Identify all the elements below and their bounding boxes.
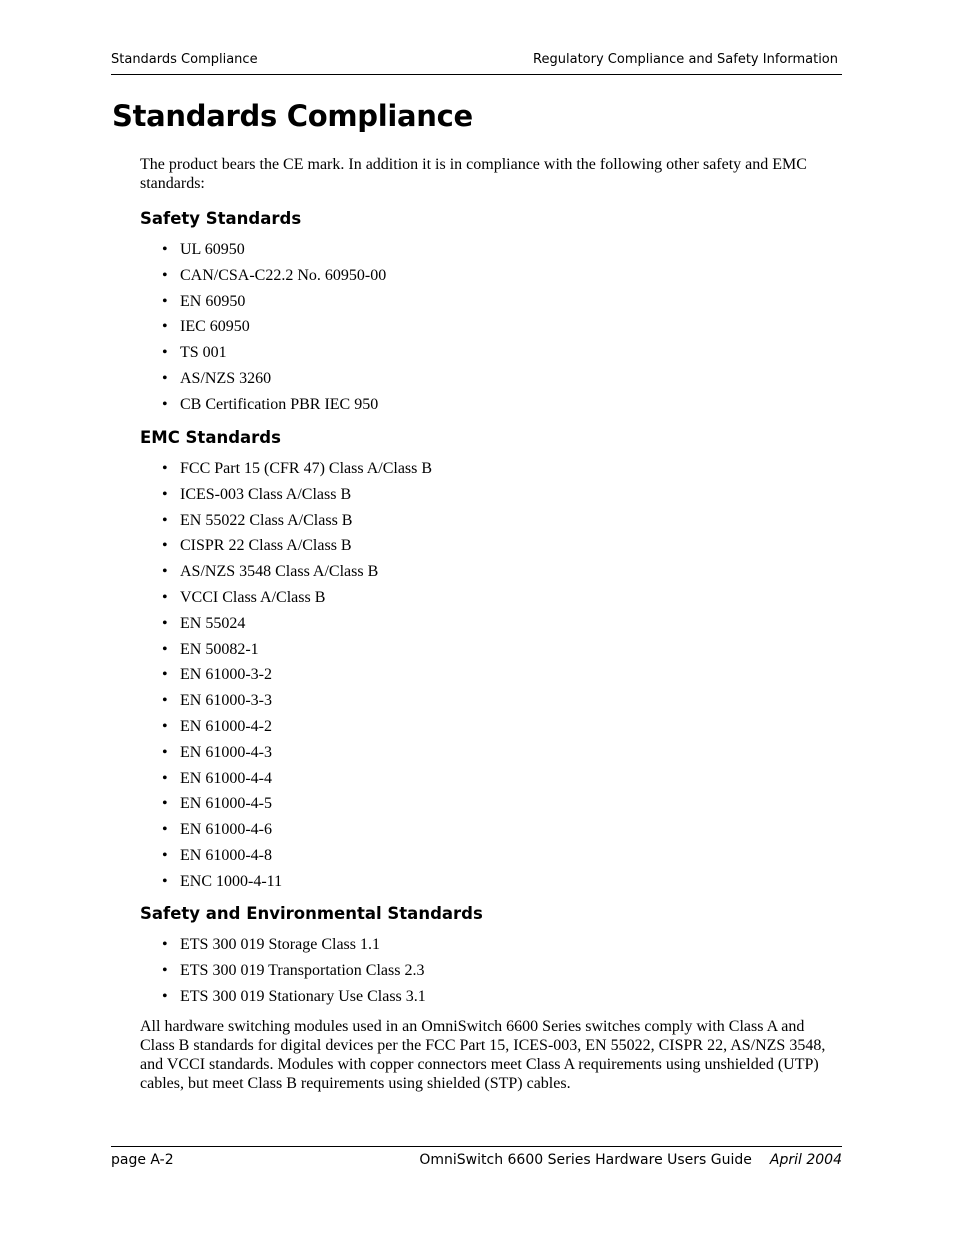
list-item: • CAN/CSA-C22.2 No. 60950-00 bbox=[162, 266, 387, 284]
environmental-standards-list bbox=[160, 935, 426, 1012]
list-item: • IEC 60950 bbox=[162, 318, 250, 336]
section-heading-safety: Safety Standards bbox=[140, 209, 302, 228]
page-header bbox=[111, 50, 842, 75]
list-item: • AS/NZS 3260 bbox=[162, 369, 272, 387]
bullet-icon: • bbox=[162, 614, 168, 632]
page-number: page A-2 bbox=[111, 1152, 174, 1168]
section-heading-environmental: Safety and Environmental Standards bbox=[140, 904, 483, 923]
bullet-icon: • bbox=[162, 743, 168, 761]
publication-date: April 2004 bbox=[769, 1152, 842, 1168]
bullet-icon: • bbox=[162, 292, 168, 310]
list-item: • EN 61000-3-3 bbox=[162, 692, 272, 710]
list-item: • EN 60950 bbox=[162, 292, 246, 310]
list-item: • EN 61000-4-4 bbox=[162, 769, 272, 787]
list-item: • EN 61000-4-6 bbox=[162, 821, 272, 839]
bullet-icon: • bbox=[162, 344, 168, 362]
page-title: Standards Compliance bbox=[112, 99, 473, 133]
list-item: • ETS 300 019 Stationary Use Class 3.1 bbox=[162, 987, 426, 1005]
bullet-icon: • bbox=[162, 460, 168, 477]
list-item: • ICES-003 Class A/Class B bbox=[162, 485, 352, 503]
list-item: • ETS 300 019 Storage Class 1.1 bbox=[162, 936, 380, 953]
bullet-icon: • bbox=[162, 485, 168, 503]
emc-standards-list bbox=[160, 459, 432, 898]
bullet-icon: • bbox=[162, 666, 168, 684]
list-item: • EN 61000-4-8 bbox=[162, 846, 272, 864]
bullet-icon: • bbox=[162, 936, 168, 953]
list-item: • EN 55022 Class A/Class B bbox=[162, 511, 353, 529]
list-item: • CB Certification PBR IEC 950 bbox=[162, 395, 379, 413]
bullet-icon: • bbox=[162, 588, 168, 606]
list-item: • EN 61000-4-3 bbox=[162, 743, 272, 761]
list-item: • AS/NZS 3548 Class A/Class B bbox=[162, 563, 379, 581]
list-item: • TS 001 bbox=[162, 344, 227, 362]
header-chapter-title: Regulatory Compliance and Safety Information bbox=[533, 52, 838, 67]
list-item: • FCC Part 15 (CFR 47) Class A/Class B bbox=[162, 460, 433, 477]
bullet-icon: • bbox=[162, 987, 168, 1005]
list-item: • EN 61000-3-2 bbox=[162, 666, 272, 684]
bullet-icon: • bbox=[162, 795, 168, 813]
bullet-icon: • bbox=[162, 961, 168, 979]
list-item: • EN 61000-4-5 bbox=[162, 795, 272, 813]
list-item: • UL 60950 bbox=[162, 241, 245, 258]
bullet-icon: • bbox=[162, 563, 168, 581]
bullet-icon: • bbox=[162, 511, 168, 529]
bullet-icon: • bbox=[162, 395, 168, 413]
bullet-icon: • bbox=[162, 369, 168, 387]
page-footer bbox=[111, 1146, 842, 1177]
bullet-icon: • bbox=[162, 266, 168, 284]
list-item: • ENC 1000-4-11 bbox=[162, 872, 283, 890]
bullet-icon: • bbox=[162, 537, 168, 555]
list-item: • ETS 300 019 Transportation Class 2.3 bbox=[162, 961, 425, 979]
closing-paragraph: All hardware switching modules used in an OmniSwitch 6600 Series switches comply with Class A and Class B standards for digital devices per the FCC Part 15, ICES-003, EN 55022, CISPR 22, AS/NZS 3548, and VCCI standards. Modules with copper connectors meet Class A requirements using unshielded (UTP) cables, but meet Class B requirements using shielded (STP) cables. bbox=[140, 1018, 826, 1092]
header-section-title: Standards Compliance bbox=[111, 52, 258, 67]
guide-title: OmniSwitch 6600 Series Hardware Users Guide bbox=[419, 1152, 752, 1168]
safety-standards-list bbox=[160, 240, 386, 421]
footer-guide-info bbox=[419, 1152, 842, 1168]
bullet-icon: • bbox=[162, 318, 168, 336]
bullet-icon: • bbox=[162, 692, 168, 710]
list-item: • EN 50082-1 bbox=[162, 640, 259, 658]
bullet-icon: • bbox=[162, 821, 168, 839]
list-item: • CISPR 22 Class A/Class B bbox=[162, 537, 352, 555]
list-item: • EN 55024 bbox=[162, 614, 246, 632]
bullet-icon: • bbox=[162, 640, 168, 658]
bullet-icon: • bbox=[162, 846, 168, 864]
list-item: • VCCI Class A/Class B bbox=[162, 588, 326, 606]
bullet-icon: • bbox=[162, 241, 168, 258]
bullet-icon: • bbox=[162, 872, 168, 890]
bullet-icon: • bbox=[162, 717, 168, 735]
section-heading-emc: EMC Standards bbox=[140, 428, 281, 447]
bullet-icon: • bbox=[162, 769, 168, 787]
list-item: • EN 61000-4-2 bbox=[162, 717, 272, 735]
intro-paragraph: The product bears the CE mark. In addition it is in compliance with the following other safety and EMC standards: bbox=[140, 156, 807, 192]
